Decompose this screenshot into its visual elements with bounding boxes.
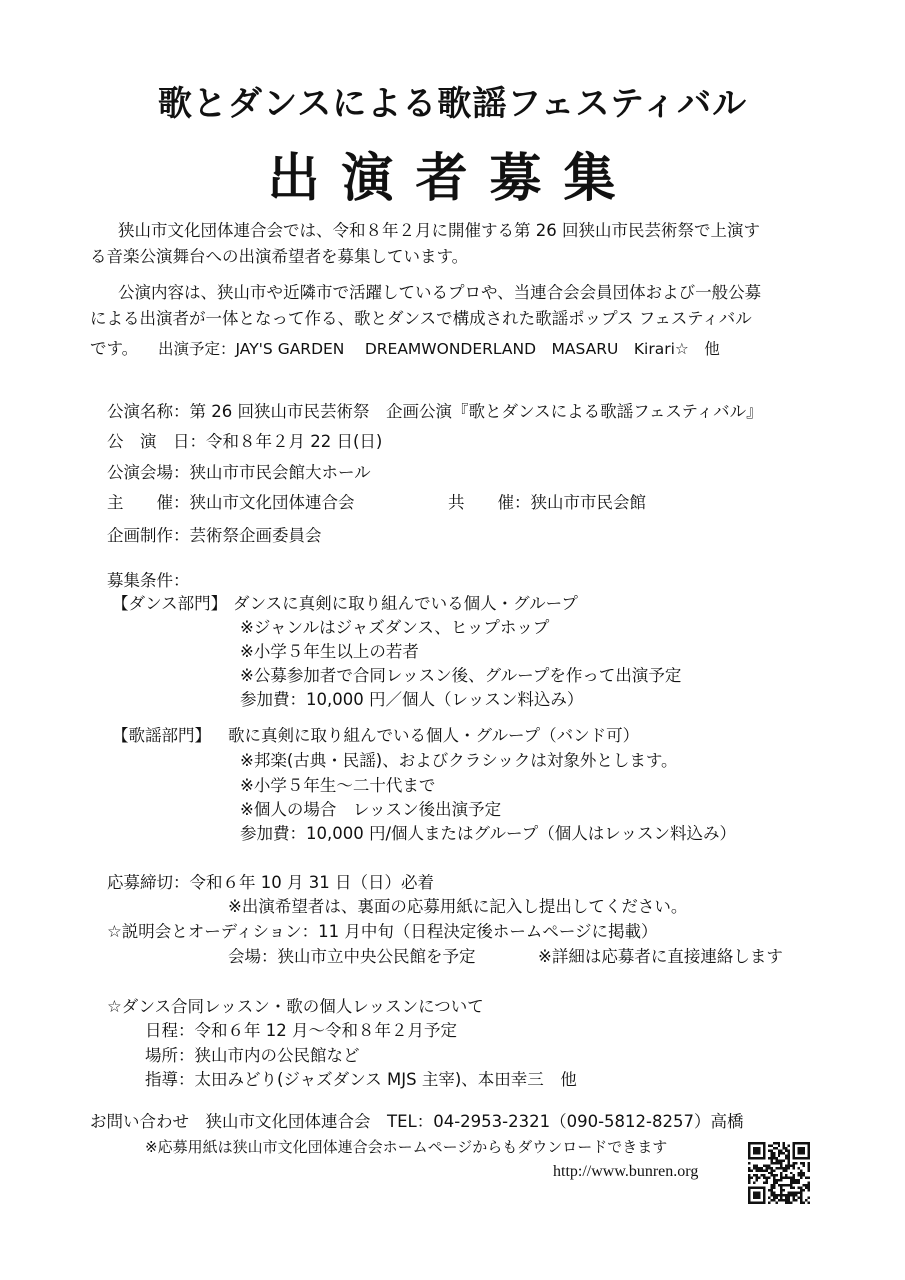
intro-p2-line2: による出演者が一体となって作る、歌とダンスで構成された歌謡ポップス フェスティバル <box>90 309 752 328</box>
song-note: ※個人の場合 レッスン後出演予定 <box>240 800 502 819</box>
dance-note: ※ジャンルはジャズダンス、ヒップホップ <box>240 618 550 637</box>
dance-note: ※公募参加者で合同レッスン後、グループを作って出演予定 <box>240 666 682 685</box>
song-fee: 参加費：10,000 円/個人またはグループ（個人はレッスン料込み） <box>240 824 737 843</box>
lesson-instructors: 指導：太田みどり(ジャズダンス MJS 主宰)、本田幸三 他 <box>145 1070 577 1089</box>
conditions-label: 募集条件： <box>107 571 190 590</box>
audition-note: ※詳細は応募者に直接連絡します <box>538 947 783 966</box>
audition-text: ☆説明会とオーディション：11 月中旬（日程決定後ホームページに掲載） <box>107 922 658 941</box>
song-section-desc: 歌に真剣に取り組んでいる個人・グループ（バンド可） <box>228 726 640 745</box>
performers-list: 出演予定：JAY'S GARDEN DREAMWONDERLAND MASARU Kirari☆ 他 <box>158 340 720 358</box>
intro-p1-line1: 狭山市文化団体連合会では、令和８年２月に開催する第 26 回狭山市民芸術祭で上演す <box>118 221 760 240</box>
song-section-header: 【歌謡部門】 <box>112 726 211 745</box>
event-date: 公 演 日：令和８年２月 22 日(日) <box>107 432 383 451</box>
event-cohost: 共 催：狭山市市民会館 <box>448 493 646 512</box>
event-name: 公演名称：第 26 回狭山市民芸術祭 企画公演『歌とダンスによる歌謡フェスティバル』 <box>107 402 763 421</box>
dance-note: ※小学５年生以上の若者 <box>240 642 419 661</box>
event-producer: 企画制作：芸術祭企画委員会 <box>107 526 322 545</box>
event-venue: 公演会場：狭山市市民会館大ホール <box>107 463 371 482</box>
deadline-note: ※出演希望者は、裏面の応募用紙に記入し提出してください。 <box>228 897 688 916</box>
lesson-header: ☆ダンス合同レッスン・歌の個人レッスンについて <box>107 997 484 1016</box>
page-title: 歌とダンスによる歌謡フェスティバル <box>157 84 748 124</box>
website-url[interactable]: http://www.bunren.org <box>553 1163 699 1180</box>
lesson-place: 場所：狭山市内の公民館など <box>145 1046 360 1065</box>
page-heading: 出演者募集 <box>267 149 638 209</box>
dance-fee: 参加費：10,000 円／個人（レッスン料込み） <box>240 690 584 709</box>
download-note: ※応募用紙は狭山市文化団体連合会ホームページからもダウンロードできます <box>145 1138 668 1156</box>
dance-section-desc: ダンスに真剣に取り組んでいる個人・グループ <box>233 594 578 613</box>
intro-p1-line2: る音楽公演舞台への出演希望者を募集しています。 <box>90 247 469 266</box>
dance-section-header: 【ダンス部門】 <box>112 594 228 613</box>
qr-code-icon[interactable] <box>748 1142 810 1204</box>
deadline-text: 応募締切：令和６年 10 月 31 日（日）必着 <box>107 873 434 892</box>
contact-info: お問い合わせ 狭山市文化団体連合会 TEL：04-2953-2321（090-5812-8257）高橋 <box>90 1112 744 1131</box>
intro-p2-line1: 公演内容は、狭山市や近隣市で活躍しているプロや、当連合会会員団体および一般公募 <box>118 283 762 302</box>
song-note: ※邦楽(古典・民謡)、およびクラシックは対象外とします。 <box>240 751 678 770</box>
audition-venue: 会場：狭山市立中央公民館を予定 <box>228 947 476 966</box>
event-host: 主 催：狭山市文化団体連合会 <box>107 493 355 512</box>
lesson-schedule: 日程：令和６年 12 月～令和８年２月予定 <box>145 1021 457 1040</box>
intro-p2-line3-a: です。 <box>90 339 139 358</box>
song-note: ※小学５年生～二十代まで <box>240 776 436 795</box>
